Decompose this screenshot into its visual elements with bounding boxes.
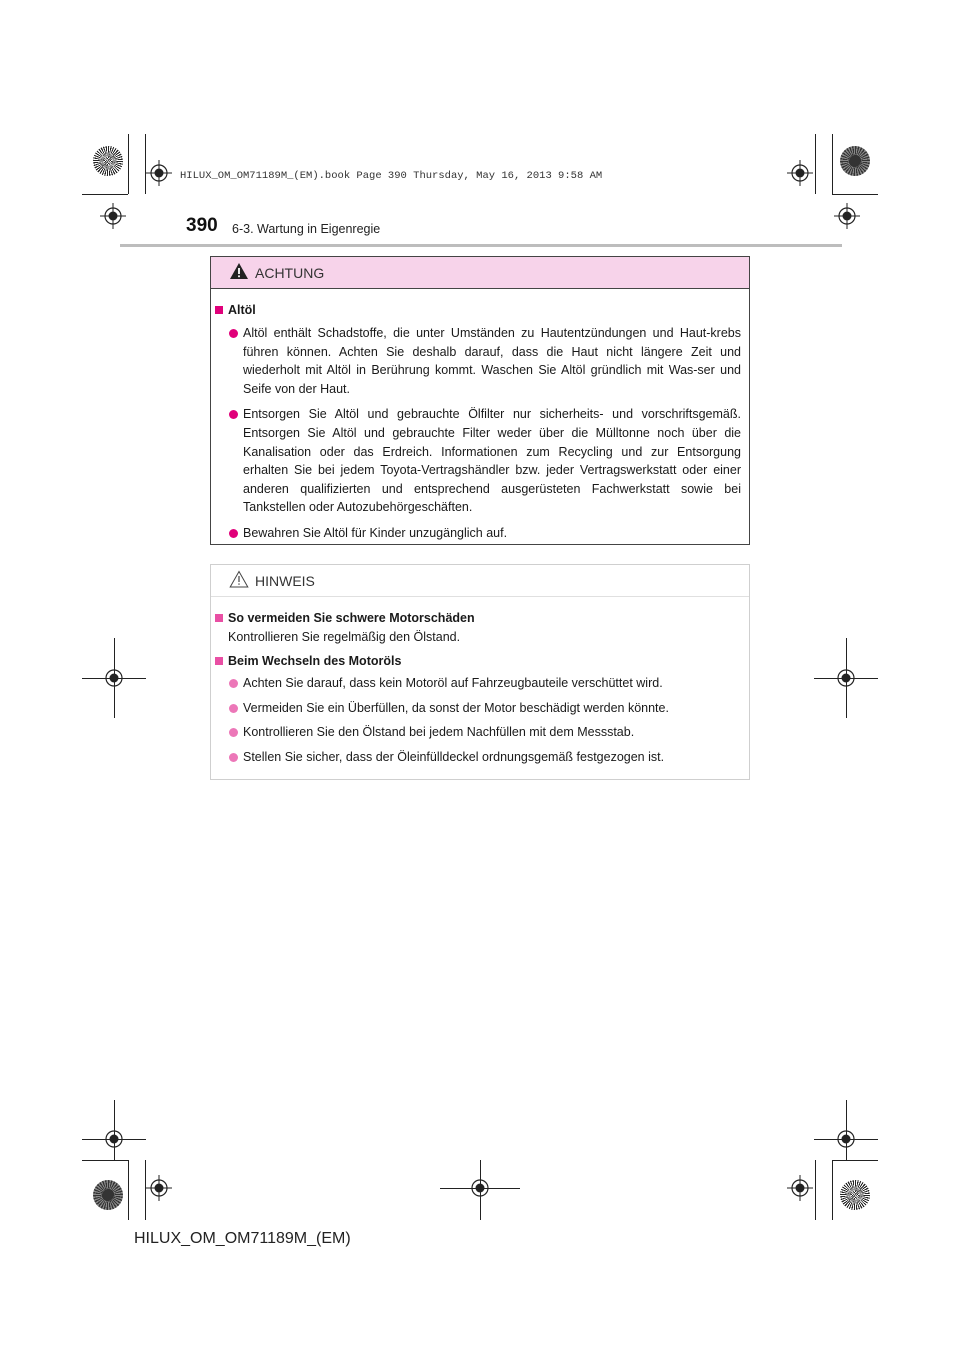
square-bullet-icon bbox=[215, 306, 223, 314]
color-calibration-dial-icon bbox=[840, 146, 870, 176]
warning-box bbox=[210, 256, 750, 545]
square-bullet-icon bbox=[215, 614, 223, 622]
warning-box-title: ACHTUNG bbox=[255, 265, 325, 281]
registration-mark-icon bbox=[834, 203, 860, 229]
list-item-text: Kontrollieren Sie den Ölstand bei jedem Nachfüllen mit dem Messstab. bbox=[243, 725, 635, 740]
header-rule bbox=[120, 244, 842, 247]
notice-box-header bbox=[211, 565, 749, 597]
bullet-dot-icon bbox=[229, 410, 238, 419]
notice-section-heading bbox=[215, 654, 741, 668]
notice-box bbox=[210, 564, 750, 780]
warning-triangle-icon bbox=[229, 262, 249, 280]
registration-mark-icon bbox=[787, 1175, 813, 1201]
section-title: 6-3. Wartung in Eigenregie bbox=[232, 222, 381, 236]
bullet-dot-icon bbox=[229, 679, 238, 688]
notice-box-title: HINWEIS bbox=[255, 573, 315, 589]
bullet-dot-icon bbox=[229, 329, 238, 338]
list-item-text: Altöl enthält Schadstoffe, die unter Umständen zu Hautentzündungen und Haut-krebs führen können. Achten Sie deshalb darauf, dass die Haut nicht längere Zeit und wiederholt mit Altöl in Berührung kommt. Waschen Sie Altöl gründlich mit Was-ser und Seife von der Haut. bbox=[243, 326, 741, 396]
registration-mark-icon bbox=[467, 1175, 493, 1201]
book-file-info: HILUX_OM_OM71189M_(EM).book Page 390 Thursday, May 16, 2013 9:58 AM bbox=[180, 170, 603, 182]
list-item-text: Achten Sie darauf, dass kein Motoröl auf Fahrzeugbauteile verschüttet wird. bbox=[243, 676, 663, 690]
color-calibration-dial-icon bbox=[93, 146, 123, 176]
list-item-text: Entsorgen Sie Altöl und gebrauchte Ölfilter nur sicherheits- und vorschriftsgemäß. Entsorgen Sie Altöl und gebrauchte Filter weder über die Mülltonne noch über die Kanalisation oder das Erdreich. Informationen zum Recycling und zur Entsorgung erhalten Sie bei jedem Toyota-Vertragshändler bzw. jeder Vertragswerkstatt oder einer anderen qualifizierten und entsprechend ausgerüsteten Fachwerkstatt sowie bei Tankstellen oder Autozubehörgeschäften. bbox=[243, 407, 741, 515]
list-item-text: Vermeiden Sie ein Überfüllen, da sonst der Motor beschädigt werden könnte. bbox=[243, 700, 669, 715]
list-item bbox=[215, 674, 741, 693]
registration-mark-icon bbox=[100, 203, 126, 229]
bullet-dot-icon bbox=[229, 704, 238, 713]
registration-mark-icon bbox=[101, 665, 127, 691]
list-item bbox=[215, 699, 741, 718]
color-calibration-dial-icon bbox=[93, 1180, 123, 1210]
list-item-text: Stellen Sie sicher, dass der Öleinfülldeckel ordnungsgemäß festgezogen ist. bbox=[243, 749, 665, 764]
registration-mark-icon bbox=[833, 1126, 859, 1152]
warning-section-heading bbox=[215, 303, 741, 317]
warning-section-heading-text: Altöl bbox=[228, 303, 256, 317]
notice-section-heading-text: So vermeiden Sie schwere Motorschäden bbox=[228, 611, 475, 625]
list-item bbox=[215, 723, 741, 742]
registration-mark-icon bbox=[101, 1126, 127, 1152]
list-item bbox=[215, 524, 741, 543]
notice-section-heading bbox=[215, 611, 741, 625]
notice-section-heading-text: Beim Wechseln des Motoröls bbox=[228, 654, 402, 668]
bullet-dot-icon bbox=[229, 529, 238, 538]
color-calibration-dial-icon bbox=[840, 1180, 870, 1210]
registration-mark-icon bbox=[787, 160, 813, 186]
list-item-text: Bewahren Sie Altöl für Kinder unzugänglich auf. bbox=[243, 525, 508, 540]
list-item bbox=[215, 324, 741, 398]
notice-section-text: Kontrollieren Sie regelmäßig den Ölstand. bbox=[228, 630, 461, 644]
footer-document-code: HILUX_OM_OM71189M_(EM) bbox=[134, 1230, 351, 1247]
list-item bbox=[215, 748, 741, 767]
registration-mark-icon bbox=[833, 665, 859, 691]
page-number: 390 bbox=[186, 215, 218, 236]
registration-mark-icon bbox=[146, 1175, 172, 1201]
bullet-dot-icon bbox=[229, 728, 238, 737]
list-item bbox=[215, 405, 741, 517]
notice-triangle-icon bbox=[229, 570, 249, 588]
registration-mark-icon bbox=[146, 160, 172, 186]
bullet-dot-icon bbox=[229, 753, 238, 762]
square-bullet-icon bbox=[215, 657, 223, 665]
warning-box-header bbox=[211, 257, 749, 289]
